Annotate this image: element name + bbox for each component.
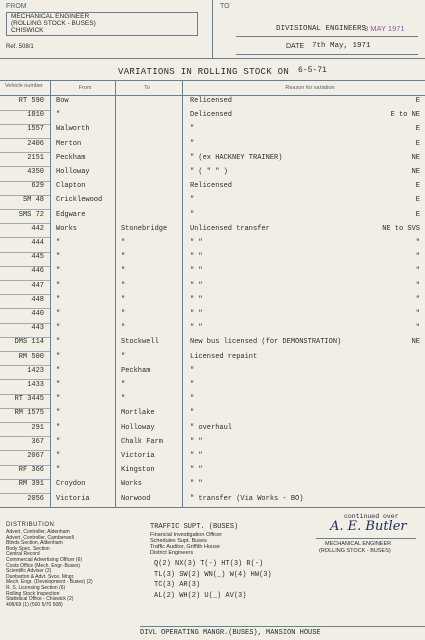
reason-cell: Relicensed (190, 182, 233, 191)
from-cell: " (56, 352, 61, 361)
vehicle-cell: RM 1575 (14, 409, 44, 418)
signature-title-1: MECHANICAL ENGINEER (325, 541, 392, 547)
traffic-code-line: Q(2) NX(3) T(-) HT(3) R(-) (154, 560, 264, 568)
table-row (0, 295, 425, 309)
to-cell: Norwood (121, 494, 151, 503)
to-cell: " (121, 281, 126, 290)
to-cell: " (121, 267, 126, 276)
to-cell: Stockwell (121, 338, 159, 347)
vehicle-cell: 2067 (27, 452, 44, 460)
traffic-list-item: Traffic Auditor, Griffith House (150, 544, 220, 550)
from-cell: Holloway (56, 168, 90, 176)
to-cell: Chalk Farm (121, 437, 164, 446)
vehicle-cell: RM 391 (18, 480, 44, 489)
vehicle-cell: 448 (31, 295, 44, 304)
vehicle-cell: 2056 (27, 494, 44, 503)
status-cell: " (415, 310, 420, 318)
from-cell: " (56, 381, 61, 389)
column-header-to: To (144, 85, 150, 91)
date-value: 7th May, 1971 (312, 42, 371, 50)
from-cell: " (56, 111, 61, 120)
vehicle-cell: 442 (31, 224, 44, 233)
traffic-list-item: District Engineers (150, 550, 194, 556)
vehicle-cell: 443 (31, 324, 44, 333)
table-row (0, 366, 425, 380)
reason-cell: New bus licensed (for DEMONSTRATION) (190, 338, 342, 347)
status-cell: E (415, 139, 420, 148)
vehicle-cell: RT 3445 (14, 395, 44, 404)
reason-cell: " (ex HACKNEY TRAINER) (190, 153, 283, 162)
from-cell: Works (56, 224, 78, 233)
from-cell: Bow (56, 97, 69, 105)
vehicle-cell: 1557 (27, 125, 44, 134)
vehicle-cell: 440 (31, 310, 44, 318)
table-row (0, 224, 425, 238)
to-cell: " (121, 239, 126, 247)
from-cell: Edgware (56, 210, 86, 219)
from-line-1: MECHANICAL ENGINEER (11, 13, 90, 20)
table-row (0, 124, 425, 138)
received-date-stamp: 3 MAY 1971 (364, 24, 405, 33)
distribution-item: Scientific Adviser (2) (6, 568, 52, 575)
reason-cell: " " (190, 324, 203, 333)
from-cell: " (56, 310, 61, 318)
distribution-item: Advert, Controller, Camberwell (6, 534, 74, 541)
header-divider-vertical (212, 0, 213, 58)
signature: A. E. Butler (330, 519, 407, 534)
vehicle-cell: 1433 (27, 381, 44, 389)
traffic-list-item: Financial Investigation Officer (150, 532, 223, 538)
table-row (0, 394, 425, 408)
table-row (0, 96, 425, 110)
to-cell: Mortlake (121, 409, 155, 418)
table-row (0, 266, 425, 280)
reason-cell: " " (190, 239, 203, 247)
table-row (0, 337, 425, 351)
reason-cell: Relicensed (190, 97, 233, 105)
status-cell: " (415, 267, 420, 276)
column-header-reason: Reason for variation (285, 85, 335, 91)
vehicle-cell: DMS 114 (14, 338, 44, 347)
to-cell: " (121, 253, 126, 262)
from-cell: " (56, 253, 61, 262)
distribution-list (6, 530, 93, 608)
signature-title-2: (ROLLING STOCK - BUSES) (319, 548, 391, 554)
to-cell: " (121, 395, 126, 404)
from-cell: Walworth (56, 125, 90, 134)
reason-cell: " " (190, 295, 203, 304)
reason-cell: " (190, 395, 195, 404)
vehicle-cell: 2151 (27, 153, 44, 162)
table-title-date: 6-5-71 (298, 66, 327, 75)
table-row (0, 408, 425, 422)
distribution-item: Rolling Stock Inspection (6, 590, 60, 597)
reason-cell: " " (190, 281, 203, 290)
table-row (0, 352, 425, 366)
column-header-vehicle: Vehicle number (5, 83, 43, 89)
from-cell: " (56, 452, 61, 460)
vehicle-cell: 1423 (27, 366, 44, 375)
from-cell: " (56, 239, 61, 247)
from-cell: Peckham (56, 153, 86, 162)
table-row (0, 380, 425, 394)
from-box (6, 12, 198, 36)
distribution-item: Commercial Advertising Officer (6) (6, 556, 83, 563)
to-cell: " (121, 310, 126, 318)
reason-cell: " " (190, 310, 203, 318)
table-row (0, 195, 425, 209)
table-row (0, 465, 425, 479)
from-cell: " (56, 395, 61, 404)
reason-cell: " (190, 196, 195, 205)
table-row (0, 238, 425, 252)
reference-number: Ref. 508/1 (6, 44, 34, 50)
distribution-item: R. S. Licensing Section (6) (6, 584, 66, 591)
from-cell: " (56, 366, 61, 375)
traffic-list-item: Schedules Supt. Buses (150, 538, 207, 544)
from-cell: " (56, 267, 61, 276)
table-row (0, 181, 425, 195)
vehicle-cell: RM 500 (18, 352, 44, 361)
status-cell: E (415, 196, 420, 205)
vehicle-cell: 1810 (27, 111, 44, 120)
continued-over-note: continued over (344, 513, 399, 520)
from-cell: " (56, 423, 61, 432)
to-cell: " (121, 295, 126, 304)
table-row (0, 423, 425, 437)
traffic-supt-title: TRAFFIC SUPT. (BUSES) (150, 523, 239, 531)
status-cell: " (415, 253, 420, 262)
reason-cell: " (190, 366, 195, 375)
distribution-item: Costs Office (Mech. Engr.-Buses) (6, 562, 81, 569)
to-label: TO (220, 3, 230, 10)
to-cell: " (121, 352, 126, 361)
distribution-item: Statistical Office - Chiswick (2) (6, 596, 74, 603)
status-cell: E (415, 210, 420, 219)
vehicle-cell: 2406 (27, 139, 44, 148)
vehicle-cell: 446 (31, 267, 44, 276)
table-title: VARIATIONS IN ROLLING STOCK ON (118, 67, 290, 77)
to-value: DIVISIONAL ENGINEERS (276, 25, 367, 33)
date-underline (236, 54, 418, 55)
status-cell: NE to SVS (382, 224, 420, 233)
status-cell: " (415, 239, 420, 247)
vehicle-cell: 629 (31, 182, 44, 191)
vehicle-cell: 445 (31, 253, 44, 262)
distribution-item: Central Record (6, 551, 40, 558)
to-cell: Holloway (121, 423, 155, 432)
status-cell: E (415, 97, 420, 105)
distribution-item: Mech. Engr. (Development - Buses) (2) (6, 579, 93, 586)
vehicle-cell: 444 (31, 239, 44, 247)
table-row (0, 309, 425, 323)
to-cell: Victoria (121, 452, 155, 460)
column-header-from: From (78, 85, 92, 91)
traffic-code-line: TL(3) SW(2) WN(_) W(4) HW(3) (154, 570, 272, 579)
vehicle-cell: RT 590 (18, 97, 44, 105)
reason-cell: " " (190, 452, 203, 460)
reason-cell: Unlicensed transfer (190, 224, 270, 233)
reason-cell: " " (190, 267, 203, 276)
to-cell: " (121, 324, 126, 333)
from-line-2: (ROLLING STOCK - BUSES) (11, 20, 96, 27)
from-cell: Croydon (56, 480, 86, 489)
to-cell: Stonebridge (121, 224, 168, 233)
status-cell: " (415, 295, 420, 304)
reason-cell: " transfer (Via Works - BO) (190, 494, 304, 503)
status-cell: E (415, 125, 420, 134)
table-row (0, 210, 425, 224)
reason-cell: " " (190, 466, 203, 475)
status-cell: " (415, 324, 420, 333)
from-cell: Cricklewood (56, 196, 103, 205)
from-cell: " (56, 437, 61, 446)
traffic-codes (154, 559, 272, 601)
from-cell: Merton (56, 139, 82, 148)
distribution-item: Blinds Section, Aldenham (6, 540, 63, 547)
table-row (0, 494, 425, 508)
vehicle-cell: 447 (31, 281, 44, 290)
from-cell: " (56, 338, 61, 347)
from-line-3: CHISWICK (11, 27, 44, 34)
to-cell: " (121, 381, 126, 389)
status-cell: NE (411, 153, 420, 162)
reason-cell: " (190, 381, 195, 389)
to-cell: Works (121, 480, 143, 489)
reason-cell: " (190, 210, 195, 219)
table-top-rule (0, 58, 425, 59)
from-cell: Clapton (56, 182, 86, 191)
from-label: FROM (6, 3, 27, 10)
reason-cell: " (190, 409, 195, 418)
vehicle-cell: 367 (31, 437, 44, 446)
distribution-item: Advert, Controller, Aldenham (6, 529, 70, 535)
reason-cell: Licensed repaint (190, 352, 258, 361)
distribution-item: Dunbarton & Advt. Svce. Mngr. (6, 573, 75, 580)
table-row (0, 437, 425, 451)
divisional-operating-manager-line: DIVL OPERATING MANGR.(BUSES), MANSION HOUSE (140, 629, 321, 637)
distribution-item: 408/69 (1) (500 5/70 508) (6, 601, 63, 608)
from-cell: Victoria (56, 494, 90, 503)
traffic-list (150, 532, 222, 556)
from-cell: " (56, 409, 61, 418)
status-cell: E to NE (390, 111, 420, 120)
table-row (0, 153, 425, 167)
vehicle-cell: 4350 (27, 168, 44, 176)
to-underline (236, 36, 418, 37)
from-cell: " (56, 295, 61, 304)
from-cell: " (56, 324, 61, 333)
to-cell: Kingston (121, 466, 155, 475)
reason-cell: " (190, 125, 195, 134)
date-label: DATE (286, 43, 305, 50)
vehicle-cell: SM 48 (22, 196, 44, 205)
table-row (0, 139, 425, 153)
vehicle-cell: RF 366 (18, 466, 44, 475)
status-cell: NE (411, 338, 420, 347)
reason-cell: Delicensed (190, 111, 233, 120)
from-cell: " (56, 466, 61, 475)
table-bottom-rule (0, 507, 425, 508)
reason-cell: " " (190, 480, 203, 489)
table-row (0, 167, 425, 181)
status-cell: NE (411, 168, 420, 176)
traffic-code-line: AL(2) WH(2) U(_) AV(3) (154, 591, 247, 600)
footer-bottom-rule (140, 626, 425, 627)
to-cell: Peckham (121, 366, 151, 375)
table-row (0, 323, 425, 337)
reason-cell: " (190, 139, 195, 148)
vehicle-cell: SMS 72 (18, 210, 44, 219)
table-header-top-rule (0, 80, 425, 81)
vehicle-cell: 291 (31, 423, 44, 432)
status-cell: E (415, 182, 420, 191)
table-row (0, 451, 425, 465)
signature-line (316, 538, 416, 539)
table-row (0, 252, 425, 266)
status-cell: " (415, 281, 420, 290)
traffic-code-line: TC(3) AR(3) (154, 581, 201, 589)
reason-cell: " overhaul (190, 423, 233, 432)
reason-cell: " ( " " ) (190, 168, 228, 176)
distribution-item: Body Spec. Section (6, 545, 50, 552)
from-cell: " (56, 281, 61, 290)
reason-cell: " " (190, 437, 203, 446)
table-row (0, 110, 425, 124)
table-row (0, 281, 425, 295)
distribution-title: DISTRIBUTION (6, 522, 55, 528)
reason-cell: " " (190, 253, 203, 262)
table-row (0, 479, 425, 493)
